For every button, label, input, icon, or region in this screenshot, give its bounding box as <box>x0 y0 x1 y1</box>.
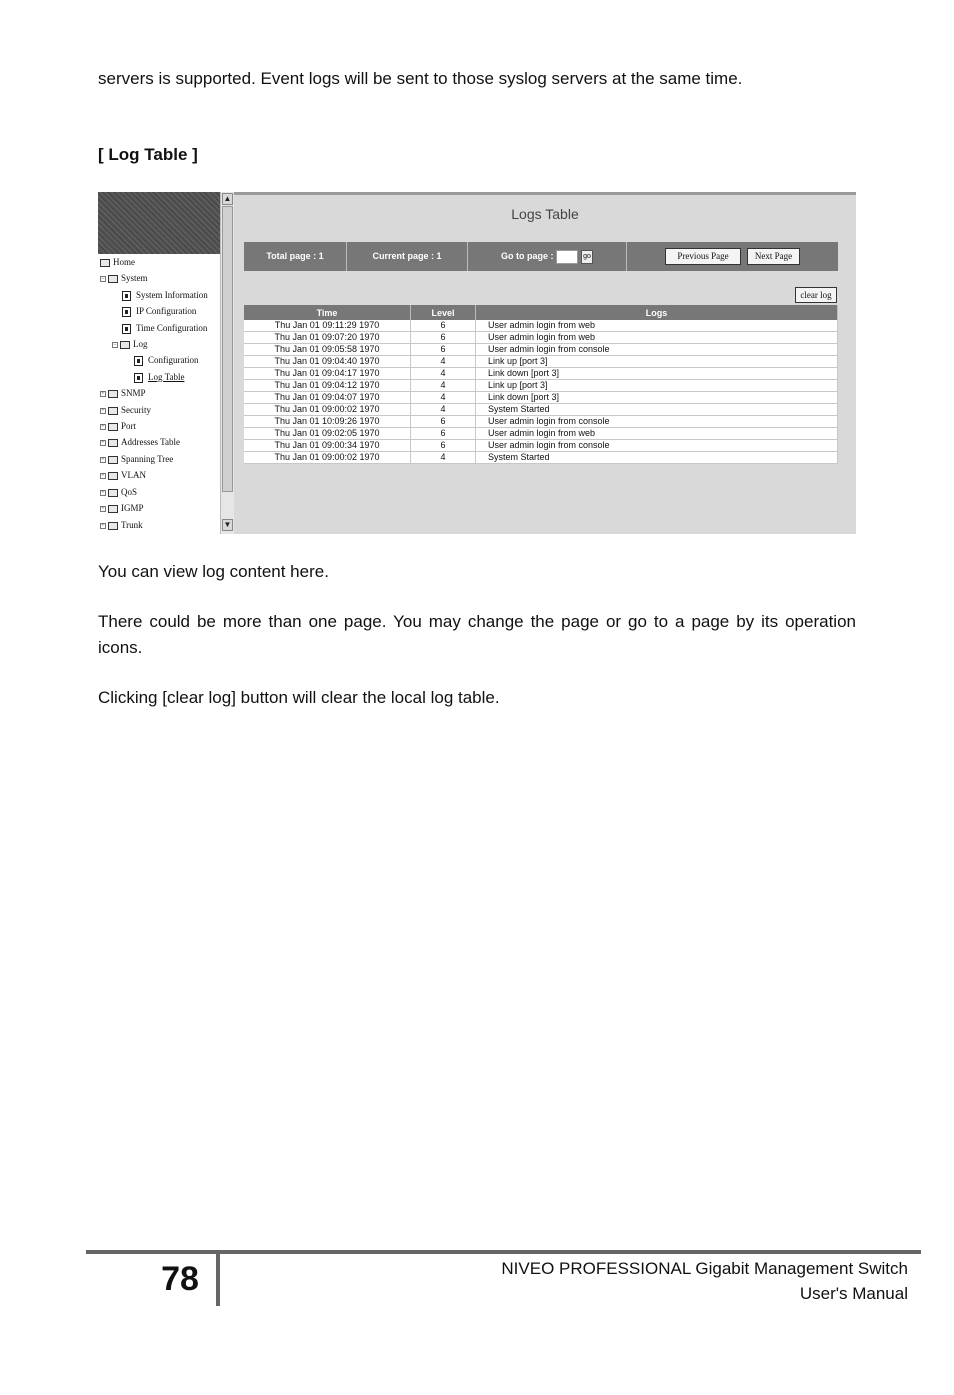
folder-icon <box>108 505 118 513</box>
scroll-down-icon[interactable]: ▼ <box>223 520 232 529</box>
tree-item-port[interactable]: + Port <box>101 421 137 431</box>
column-header-time: Time <box>244 305 411 320</box>
intro-text: servers is supported. Event logs will be sent to those syslog servers at the same time. <box>98 69 743 88</box>
cell-time: Thu Jan 01 09:04:07 1970 <box>244 392 411 404</box>
cell-time: Thu Jan 01 09:00:02 1970 <box>244 452 411 464</box>
tree-item-log-configuration[interactable]: Configuration <box>134 354 199 366</box>
tree-item-vlan[interactable]: + VLAN <box>101 470 146 480</box>
cell-time: Thu Jan 01 09:00:34 1970 <box>244 440 411 452</box>
cell-level: 6 <box>411 344 476 356</box>
tree-item-log[interactable]: − Log <box>113 339 148 349</box>
tree-item-ip-configuration[interactable]: IP Configuration <box>122 305 196 317</box>
logs-table-panel <box>234 192 856 534</box>
cell-level: 6 <box>411 320 476 332</box>
expand-icon[interactable]: + <box>101 390 105 397</box>
table-row <box>244 320 838 332</box>
cell-time: Thu Jan 01 09:04:12 1970 <box>244 380 411 392</box>
expand-icon[interactable]: + <box>101 439 105 446</box>
column-header-level: Level <box>411 305 476 320</box>
expand-icon[interactable]: + <box>101 489 105 496</box>
table-row <box>244 440 838 452</box>
folder-icon <box>108 390 118 398</box>
cell-level: 6 <box>411 428 476 440</box>
folder-open-icon <box>108 275 118 283</box>
table-row <box>244 380 838 392</box>
document-icon <box>122 324 131 334</box>
tree-item-addresses-table[interactable]: + Addresses Table <box>101 437 180 447</box>
tree-scrollbar[interactable] <box>220 192 234 534</box>
page-number-input[interactable] <box>556 250 578 264</box>
expand-icon[interactable]: + <box>101 423 105 430</box>
cell-log: System Started <box>476 452 838 464</box>
table-row <box>244 428 838 440</box>
document-icon <box>122 307 131 317</box>
cell-level: 4 <box>411 380 476 392</box>
cell-time: Thu Jan 01 09:07:20 1970 <box>244 332 411 344</box>
table-row <box>244 416 838 428</box>
cell-level: 4 <box>411 452 476 464</box>
cell-log: Link up [port 3] <box>476 356 838 368</box>
cell-level: 6 <box>411 440 476 452</box>
panel-title: Logs Table <box>511 206 579 222</box>
clear-log-button[interactable]: clear log <box>795 287 837 303</box>
document-icon <box>122 291 131 301</box>
footer-divider <box>216 1250 220 1306</box>
collapse-icon[interactable]: − <box>113 341 117 348</box>
table-row <box>244 332 838 344</box>
tree-item-system-information[interactable]: System Information <box>122 289 208 301</box>
paragraph-paging: There could be more than one page. You may change the page or go to a page by its operation icons. <box>98 612 856 657</box>
tree-item-system[interactable]: − System <box>101 273 148 283</box>
tree-item-time-configuration[interactable]: Time Configuration <box>122 322 207 334</box>
tree-item-spanning-tree[interactable]: + Spanning Tree <box>101 454 174 464</box>
go-to-page-group <box>468 242 627 271</box>
cell-time: Thu Jan 01 10:09:26 1970 <box>244 416 411 428</box>
expand-icon[interactable]: + <box>101 522 105 529</box>
cell-time: Thu Jan 01 09:04:40 1970 <box>244 356 411 368</box>
cell-log: User admin login from console <box>476 440 838 452</box>
cell-time: Thu Jan 01 09:00:02 1970 <box>244 404 411 416</box>
cell-log: User admin login from web <box>476 428 838 440</box>
tree-item-log-table[interactable]: Log Table <box>134 371 184 383</box>
paragraph-clear-log: Clicking [clear log] button will clear the local log table. <box>98 688 500 707</box>
cell-level: 4 <box>411 404 476 416</box>
tree-item-home[interactable]: Home <box>100 256 135 268</box>
cell-log: User admin login from web <box>476 332 838 344</box>
log-table-screenshot <box>98 192 856 534</box>
expand-icon[interactable]: + <box>101 505 105 512</box>
cell-time: Thu Jan 01 09:02:05 1970 <box>244 428 411 440</box>
column-header-logs: Logs <box>476 305 838 320</box>
go-to-page-label: Go to page : <box>500 251 554 261</box>
previous-page-button[interactable]: Previous Page <box>665 248 741 265</box>
tree-item-security[interactable]: + Security <box>101 405 151 415</box>
cell-log: Link up [port 3] <box>476 380 838 392</box>
tree-item-trunk[interactable]: + Trunk <box>101 520 143 530</box>
table-row <box>244 344 838 356</box>
scroll-thumb[interactable] <box>222 206 233 492</box>
cell-log: User admin login from console <box>476 416 838 428</box>
folder-icon <box>108 456 118 464</box>
footer-rule <box>86 1250 921 1254</box>
cell-log: System Started <box>476 404 838 416</box>
expand-icon[interactable]: + <box>101 472 105 479</box>
tree-item-igmp[interactable]: + IGMP <box>101 503 144 513</box>
scroll-up-icon[interactable]: ▲ <box>223 194 232 203</box>
total-page-label: Total page : 1 <box>244 242 347 271</box>
folder-icon <box>108 472 118 480</box>
folder-icon <box>108 489 118 497</box>
tree-item-qos[interactable]: + QoS <box>101 487 138 497</box>
table-row <box>244 452 838 464</box>
cell-time: Thu Jan 01 09:04:17 1970 <box>244 368 411 380</box>
cell-level: 6 <box>411 332 476 344</box>
tree-banner <box>98 192 220 254</box>
cell-level: 4 <box>411 356 476 368</box>
cell-level: 4 <box>411 368 476 380</box>
paragraph-view-log: You can view log content here. <box>98 562 329 581</box>
folder-icon <box>108 522 118 530</box>
cell-level: 6 <box>411 416 476 428</box>
folder-icon <box>108 423 118 431</box>
folder-open-icon <box>100 259 110 267</box>
footer-manual: User's Manual <box>799 1284 908 1303</box>
section-heading: [ Log Table ] <box>98 145 198 164</box>
folder-icon <box>108 439 118 447</box>
collapse-icon[interactable]: − <box>101 275 105 282</box>
cell-time: Thu Jan 01 09:11:29 1970 <box>244 320 411 332</box>
next-page-button[interactable]: Next Page <box>747 248 800 265</box>
paging-toolbar <box>244 242 838 271</box>
expand-icon[interactable]: + <box>101 407 105 414</box>
log-table <box>244 305 838 464</box>
table-row <box>244 392 838 404</box>
table-row <box>244 404 838 416</box>
expand-icon[interactable]: + <box>101 456 105 463</box>
cell-time: Thu Jan 01 09:05:58 1970 <box>244 344 411 356</box>
footer-product: NIVEO PROFESSIONAL Gigabit Management Switch <box>501 1259 908 1278</box>
current-page-label: Current page : 1 <box>347 242 468 271</box>
table-row <box>244 368 838 380</box>
document-icon <box>134 373 143 383</box>
cell-log: User admin login from web <box>476 320 838 332</box>
document-icon <box>134 356 143 366</box>
go-button[interactable]: go <box>581 250 593 264</box>
cell-level: 4 <box>411 392 476 404</box>
cell-log: Link down [port 3] <box>476 392 838 404</box>
navigation-tree <box>98 254 220 534</box>
cell-log: User admin login from console <box>476 344 838 356</box>
table-row <box>244 356 838 368</box>
cell-log: Link down [port 3] <box>476 368 838 380</box>
page-number: 78 <box>161 1260 199 1298</box>
folder-icon <box>108 407 118 415</box>
tree-item-snmp[interactable]: + SNMP <box>101 388 146 398</box>
folder-open-icon <box>120 341 130 349</box>
